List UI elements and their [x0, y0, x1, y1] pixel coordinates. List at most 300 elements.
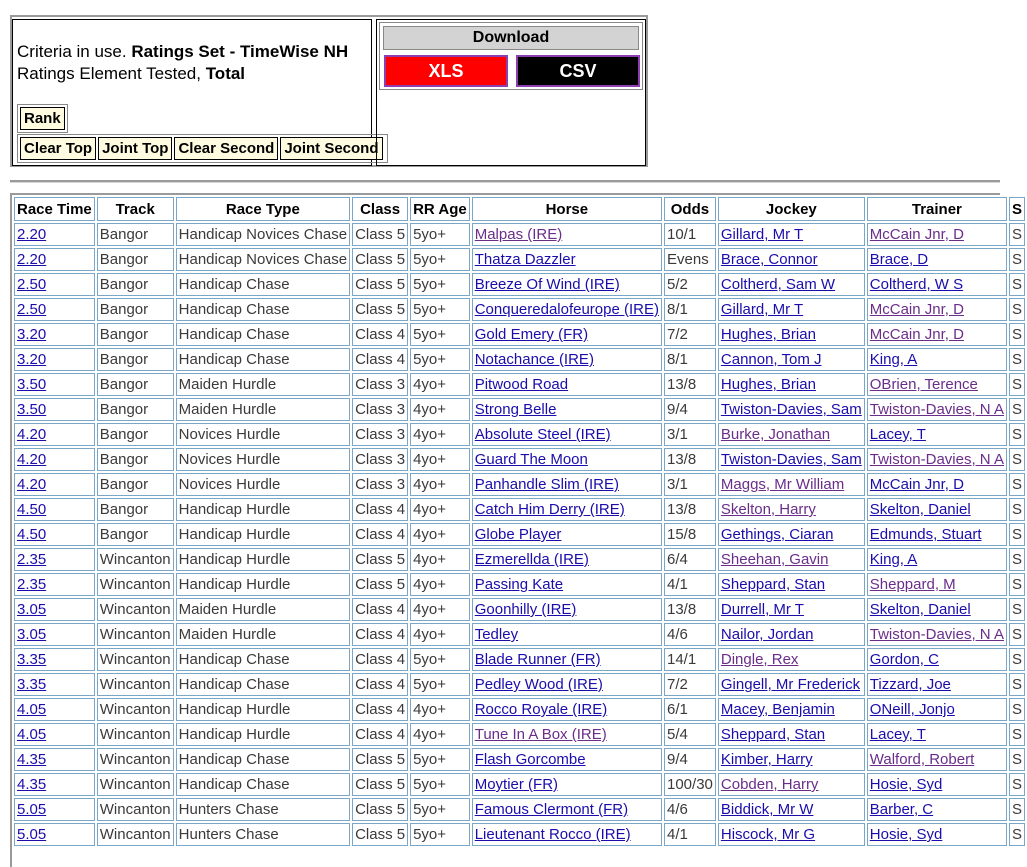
- table-row: [14, 498, 1025, 521]
- class-cell: Class 3: [352, 398, 408, 421]
- age-cell: 5yo+: [410, 823, 470, 846]
- horse-cell: [472, 273, 662, 296]
- horse-cell: [472, 423, 662, 446]
- trainer-cell: [867, 648, 1007, 671]
- race-time-cell: [14, 373, 95, 396]
- race-time-cell: [14, 698, 95, 721]
- race-time-link[interactable]: 3.35: [17, 676, 47, 693]
- track-cell: Bangor: [97, 248, 174, 271]
- class-cell: Class 5: [352, 223, 408, 246]
- download-csv-button[interactable]: CSV: [516, 55, 640, 87]
- trainer-cell: [867, 523, 1007, 546]
- trainer-cell: [867, 673, 1007, 696]
- race-time-link[interactable]: 4.35: [17, 751, 47, 768]
- horse-link[interactable]: Ezmerellda (IRE): [474, 551, 589, 568]
- table-row: [14, 723, 1025, 746]
- jockey-link[interactable]: Maggs, Mr William: [720, 476, 845, 493]
- horse-link[interactable]: Notachance (IRE): [474, 351, 594, 368]
- rank-button[interactable]: Rank: [20, 107, 65, 130]
- jockey-cell: [718, 598, 865, 621]
- horse-cell: [472, 373, 662, 396]
- jockey-cell: [718, 448, 865, 471]
- race-time-cell: [14, 648, 95, 671]
- horse-cell: [472, 448, 662, 471]
- jockey-cell: [718, 748, 865, 771]
- trainer-cell: [867, 698, 1007, 721]
- jockey-link[interactable]: Durrell, Mr T: [720, 601, 804, 618]
- header-track[interactable]: Track: [97, 197, 174, 221]
- header-extra[interactable]: S: [1009, 197, 1025, 221]
- race-time-link[interactable]: 3.20: [17, 351, 47, 368]
- class-cell: Class 5: [352, 773, 408, 796]
- jockey-link[interactable]: Gethings, Ciaran: [720, 526, 834, 543]
- extra-cell: S: [1009, 648, 1025, 671]
- class-cell: Class 3: [352, 448, 408, 471]
- odds-cell: 13/8: [664, 448, 716, 471]
- element-prefix: Ratings Element Tested,: [17, 64, 206, 83]
- race-type-cell: Handicap Chase: [176, 773, 350, 796]
- jockey-link[interactable]: Hughes, Brian: [720, 326, 816, 343]
- class-cell: Class 4: [352, 498, 408, 521]
- age-cell: 5yo+: [410, 648, 470, 671]
- trainer-cell: [867, 448, 1007, 471]
- jockey-link[interactable]: Sheehan, Gavin: [720, 551, 829, 568]
- jockey-link[interactable]: Sheppard, Stan: [720, 726, 826, 743]
- horse-link[interactable]: Thatza Dazzler: [474, 251, 576, 268]
- horse-link[interactable]: Moytier (FR): [474, 776, 559, 793]
- trainer-cell: [867, 548, 1007, 571]
- race-time-link[interactable]: 4.20: [17, 426, 47, 443]
- extra-cell: S: [1009, 548, 1025, 571]
- trainer-link[interactable]: Brace, D: [869, 251, 929, 268]
- class-cell: Class 4: [352, 348, 408, 371]
- odds-cell: 8/1: [664, 348, 716, 371]
- race-time-link[interactable]: 2.35: [17, 551, 47, 568]
- horse-cell: [472, 523, 662, 546]
- horse-link[interactable]: Conqueredalofeurope (IRE): [474, 301, 659, 318]
- horse-link[interactable]: Guard The Moon: [474, 451, 588, 468]
- trainer-cell: [867, 748, 1007, 771]
- trainer-link[interactable]: Edmunds, Stuart: [869, 526, 982, 543]
- extra-cell: S: [1009, 523, 1025, 546]
- horse-cell: [472, 473, 662, 496]
- jockey-link[interactable]: Dingle, Rex: [720, 651, 799, 668]
- table-row: [14, 423, 1025, 446]
- odds-cell: 13/8: [664, 498, 716, 521]
- race-time-link[interactable]: 4.50: [17, 501, 47, 518]
- age-cell: 4yo+: [410, 498, 470, 521]
- trainer-cell: [867, 623, 1007, 646]
- table-row: [14, 673, 1025, 696]
- trainer-cell: [867, 398, 1007, 421]
- track-cell: Bangor: [97, 273, 174, 296]
- table-row: [14, 223, 1025, 246]
- track-cell: Wincanton: [97, 798, 174, 821]
- horse-link[interactable]: Gold Emery (FR): [474, 326, 589, 343]
- jockey-cell: [718, 773, 865, 796]
- horse-cell: [472, 348, 662, 371]
- odds-cell: 100/30: [664, 773, 716, 796]
- table-row: [14, 798, 1025, 821]
- race-time-cell: [14, 823, 95, 846]
- race-time-cell: [14, 498, 95, 521]
- race-time-cell: [14, 773, 95, 796]
- download-panel: [376, 19, 646, 166]
- horse-cell: [472, 823, 662, 846]
- extra-cell: S: [1009, 748, 1025, 771]
- race-time-cell: [14, 423, 95, 446]
- trainer-link[interactable]: Tizzard, Joe: [869, 676, 951, 693]
- trainer-link[interactable]: Twiston-Davies, N A: [869, 626, 1004, 643]
- trainer-cell: [867, 823, 1007, 846]
- horse-link[interactable]: Breeze Of Wind (IRE): [474, 276, 620, 293]
- table-row: [14, 523, 1025, 546]
- results-table-container: [10, 193, 1022, 867]
- trainer-cell: [867, 773, 1007, 796]
- race-time-link[interactable]: 3.05: [17, 626, 47, 643]
- class-cell: Class 5: [352, 823, 408, 846]
- horse-link[interactable]: Passing Kate: [474, 576, 564, 593]
- jockey-link[interactable]: Cannon, Tom J: [720, 351, 822, 368]
- jockey-link[interactable]: Gillard, Mr T: [720, 301, 804, 318]
- race-time-link[interactable]: 2.20: [17, 226, 47, 243]
- odds-cell: 7/2: [664, 323, 716, 346]
- class-cell: Class 4: [352, 673, 408, 696]
- jockey-cell: [718, 273, 865, 296]
- age-cell: 4yo+: [410, 698, 470, 721]
- horse-link[interactable]: Pitwood Road: [474, 376, 569, 393]
- rank-group: [17, 104, 68, 133]
- trainer-cell: [867, 573, 1007, 596]
- race-time-cell: [14, 798, 95, 821]
- jockey-cell: [718, 298, 865, 321]
- jockey-cell: [718, 823, 865, 846]
- horse-cell: [472, 798, 662, 821]
- race-type-cell: Handicap Hurdle: [176, 548, 350, 571]
- age-cell: 5yo+: [410, 298, 470, 321]
- jockey-link[interactable]: Nailor, Jordan: [720, 626, 814, 643]
- race-time-link[interactable]: 4.35: [17, 776, 47, 793]
- jockey-link[interactable]: Twiston-Davies, Sam: [720, 451, 862, 468]
- trainer-link[interactable]: McCain Jnr, D: [869, 476, 964, 493]
- jockey-cell: [718, 573, 865, 596]
- race-time-link[interactable]: 3.50: [17, 401, 47, 418]
- race-time-link[interactable]: 3.35: [17, 651, 47, 668]
- race-time-link[interactable]: 4.20: [17, 476, 47, 493]
- extra-cell: S: [1009, 273, 1025, 296]
- jockey-link[interactable]: Biddick, Mr W: [720, 801, 814, 818]
- horse-cell: [472, 698, 662, 721]
- horse-link[interactable]: Strong Belle: [474, 401, 557, 418]
- class-cell: Class 4: [352, 698, 408, 721]
- horse-link[interactable]: Lieutenant Rocco (IRE): [474, 826, 631, 843]
- horse-cell: [472, 773, 662, 796]
- table-row: [14, 448, 1025, 471]
- extra-cell: S: [1009, 498, 1025, 521]
- odds-cell: 13/8: [664, 373, 716, 396]
- track-cell: Bangor: [97, 498, 174, 521]
- table-header-row: [14, 197, 1025, 221]
- horse-link[interactable]: Absolute Steel (IRE): [474, 426, 611, 443]
- class-cell: Class 5: [352, 298, 408, 321]
- jockey-cell: [718, 673, 865, 696]
- race-time-link[interactable]: 4.05: [17, 701, 47, 718]
- jockey-cell: [718, 623, 865, 646]
- race-time-link[interactable]: 2.50: [17, 276, 47, 293]
- horse-cell: [472, 398, 662, 421]
- criteria-line-element: [17, 64, 245, 84]
- jockey-cell: [718, 423, 865, 446]
- race-time-link[interactable]: 5.05: [17, 826, 47, 843]
- extra-cell: S: [1009, 598, 1025, 621]
- race-time-cell: [14, 748, 95, 771]
- race-time-cell: [14, 673, 95, 696]
- horse-cell: [472, 298, 662, 321]
- trainer-link[interactable]: Skelton, Daniel: [869, 601, 971, 618]
- race-type-cell: Handicap Chase: [176, 648, 350, 671]
- jockey-link[interactable]: Gillard, Mr T: [720, 226, 804, 243]
- trainer-cell: [867, 223, 1007, 246]
- class-cell: Class 4: [352, 523, 408, 546]
- horse-cell: [472, 548, 662, 571]
- class-cell: Class 4: [352, 598, 408, 621]
- table-body: [14, 223, 1025, 846]
- trainer-link[interactable]: Twiston-Davies, N A: [869, 451, 1004, 468]
- header-odds[interactable]: Odds: [664, 197, 716, 221]
- age-cell: 5yo+: [410, 323, 470, 346]
- race-time-cell: [14, 248, 95, 271]
- class-cell: Class 5: [352, 548, 408, 571]
- jockey-cell: [718, 548, 865, 571]
- horse-link[interactable]: Tedley: [474, 626, 519, 643]
- class-cell: Class 5: [352, 748, 408, 771]
- race-time-cell: [14, 598, 95, 621]
- trainer-cell: [867, 273, 1007, 296]
- horse-link[interactable]: Tune In A Box (IRE): [474, 726, 607, 743]
- odds-cell: 3/1: [664, 423, 716, 446]
- trainer-link[interactable]: Sheppard, M: [869, 576, 956, 593]
- race-type-cell: Maiden Hurdle: [176, 623, 350, 646]
- table-row: [14, 698, 1025, 721]
- extra-cell: S: [1009, 423, 1025, 446]
- horse-link[interactable]: Malpas (IRE): [474, 226, 563, 243]
- race-time-cell: [14, 298, 95, 321]
- race-type-cell: Handicap Hurdle: [176, 523, 350, 546]
- jockey-link[interactable]: Coltherd, Sam W: [720, 276, 836, 293]
- header-trainer[interactable]: Trainer: [867, 197, 1007, 221]
- race-time-link[interactable]: 3.50: [17, 376, 47, 393]
- horse-link[interactable]: Globe Player: [474, 526, 562, 543]
- extra-cell: S: [1009, 223, 1025, 246]
- odds-cell: 9/4: [664, 748, 716, 771]
- horse-link[interactable]: Blade Runner (FR): [474, 651, 601, 668]
- race-type-cell: Handicap Hurdle: [176, 723, 350, 746]
- age-cell: 4yo+: [410, 473, 470, 496]
- trainer-link[interactable]: Gordon, C: [869, 651, 939, 668]
- odds-cell: 6/1: [664, 698, 716, 721]
- trainer-cell: [867, 298, 1007, 321]
- odds-cell: 5/2: [664, 273, 716, 296]
- ratings-set-value: Ratings Set - TimeWise NH: [131, 42, 349, 61]
- jockey-link[interactable]: Hiscock, Mr G: [720, 826, 816, 843]
- jockey-link[interactable]: Burke, Jonathan: [720, 426, 831, 443]
- jockey-link[interactable]: Brace, Connor: [720, 251, 818, 268]
- trainer-link[interactable]: Twiston-Davies, N A: [869, 401, 1004, 418]
- trainer-link[interactable]: Hosie, Syd: [869, 776, 943, 793]
- race-time-cell: [14, 398, 95, 421]
- download-xls-button[interactable]: XLS: [384, 55, 508, 87]
- extra-cell: S: [1009, 298, 1025, 321]
- table-row: [14, 748, 1025, 771]
- jockey-cell: [718, 523, 865, 546]
- race-time-link[interactable]: 2.20: [17, 251, 47, 268]
- age-cell: 4yo+: [410, 723, 470, 746]
- trainer-link[interactable]: ONeill, Jonjo: [869, 701, 955, 718]
- table-row: [14, 398, 1025, 421]
- clear-top-button[interactable]: Clear Top: [20, 137, 96, 160]
- table-row: [14, 473, 1025, 496]
- odds-cell: 3/1: [664, 473, 716, 496]
- jockey-link[interactable]: Twiston-Davies, Sam: [720, 401, 862, 418]
- trainer-link[interactable]: King, A: [869, 351, 918, 368]
- odds-cell: 5/4: [664, 723, 716, 746]
- track-cell: Bangor: [97, 523, 174, 546]
- table-row: [14, 598, 1025, 621]
- race-type-cell: Handicap Novices Chase: [176, 248, 350, 271]
- odds-cell: 15/8: [664, 523, 716, 546]
- race-time-link[interactable]: 2.50: [17, 301, 47, 318]
- track-cell: Wincanton: [97, 648, 174, 671]
- race-time-link[interactable]: 2.35: [17, 576, 47, 593]
- track-cell: Wincanton: [97, 698, 174, 721]
- track-cell: Wincanton: [97, 548, 174, 571]
- race-time-link[interactable]: 3.05: [17, 601, 47, 618]
- race-time-cell: [14, 573, 95, 596]
- extra-cell: S: [1009, 473, 1025, 496]
- jockey-cell: [718, 223, 865, 246]
- race-type-cell: Handicap Chase: [176, 673, 350, 696]
- extra-cell: S: [1009, 798, 1025, 821]
- class-cell: Class 4: [352, 323, 408, 346]
- header-race-type[interactable]: Race Type: [176, 197, 350, 221]
- age-cell: 5yo+: [410, 673, 470, 696]
- horizontal-divider: [10, 180, 1000, 183]
- race-type-cell: Maiden Hurdle: [176, 598, 350, 621]
- jockey-link[interactable]: Gingell, Mr Frederick: [720, 676, 861, 693]
- trainer-link[interactable]: McCain Jnr, D: [869, 226, 964, 243]
- trainer-link[interactable]: Walford, Robert: [869, 751, 975, 768]
- trainer-link[interactable]: Coltherd, W S: [869, 276, 964, 293]
- race-time-cell: [14, 273, 95, 296]
- race-time-link[interactable]: 4.05: [17, 726, 47, 743]
- horse-link[interactable]: Pedley Wood (IRE): [474, 676, 603, 693]
- age-cell: 5yo+: [410, 748, 470, 771]
- trainer-link[interactable]: McCain Jnr, D: [869, 326, 964, 343]
- horse-link[interactable]: Rocco Royale (IRE): [474, 701, 608, 718]
- class-cell: Class 5: [352, 573, 408, 596]
- horse-link[interactable]: Goonhilly (IRE): [474, 601, 577, 618]
- race-type-cell: Handicap Hurdle: [176, 698, 350, 721]
- jockey-link[interactable]: Macey, Benjamin: [720, 701, 835, 718]
- race-time-link[interactable]: 4.50: [17, 526, 47, 543]
- header-rr-age[interactable]: RR Age: [410, 197, 470, 221]
- trainer-link[interactable]: King, A: [869, 551, 918, 568]
- class-cell: Class 5: [352, 248, 408, 271]
- age-cell: 5yo+: [410, 223, 470, 246]
- race-time-cell: [14, 548, 95, 571]
- horse-cell: [472, 673, 662, 696]
- criteria-line-ratings-set: [17, 42, 348, 62]
- age-cell: 4yo+: [410, 398, 470, 421]
- horse-link[interactable]: Flash Gorcombe: [474, 751, 586, 768]
- race-time-link[interactable]: 3.20: [17, 326, 47, 343]
- age-cell: 4yo+: [410, 573, 470, 596]
- joint-second-button[interactable]: Joint Second: [280, 137, 382, 160]
- horse-link[interactable]: Panhandle Slim (IRE): [474, 476, 619, 493]
- header-horse[interactable]: Horse: [472, 197, 662, 221]
- track-cell: Wincanton: [97, 748, 174, 771]
- class-cell: Class 5: [352, 273, 408, 296]
- track-cell: Wincanton: [97, 823, 174, 846]
- jockey-link[interactable]: Cobden, Harry: [720, 776, 819, 793]
- trainer-cell: [867, 598, 1007, 621]
- jockey-link[interactable]: Hughes, Brian: [720, 376, 816, 393]
- jockey-link[interactable]: Skelton, Harry: [720, 501, 816, 518]
- horse-link[interactable]: Famous Clermont (FR): [474, 801, 629, 818]
- odds-cell: 6/4: [664, 548, 716, 571]
- trainer-cell: [867, 498, 1007, 521]
- trainer-link[interactable]: McCain Jnr, D: [869, 301, 964, 318]
- extra-cell: S: [1009, 723, 1025, 746]
- race-type-cell: Maiden Hurdle: [176, 398, 350, 421]
- age-cell: 4yo+: [410, 523, 470, 546]
- jockey-cell: [718, 698, 865, 721]
- table-row: [14, 773, 1025, 796]
- jockey-cell: [718, 473, 865, 496]
- joint-top-button[interactable]: Joint Top: [98, 137, 172, 160]
- jockey-link[interactable]: Sheppard, Stan: [720, 576, 826, 593]
- trainer-link[interactable]: Skelton, Daniel: [869, 501, 971, 518]
- race-type-cell: Maiden Hurdle: [176, 373, 350, 396]
- jockey-link[interactable]: Kimber, Harry: [720, 751, 813, 768]
- trainer-cell: [867, 348, 1007, 371]
- trainer-link[interactable]: Hosie, Syd: [869, 826, 943, 843]
- race-type-cell: Hunters Chase: [176, 798, 350, 821]
- race-type-cell: Hunters Chase: [176, 823, 350, 846]
- race-time-link[interactable]: 4.20: [17, 451, 47, 468]
- table-row: [14, 623, 1025, 646]
- clear-second-button[interactable]: Clear Second: [174, 137, 278, 160]
- trainer-link[interactable]: Barber, C: [869, 801, 934, 818]
- race-time-link[interactable]: 5.05: [17, 801, 47, 818]
- horse-cell: [472, 573, 662, 596]
- header-race-time[interactable]: Race Time: [14, 197, 95, 221]
- trainer-cell: [867, 473, 1007, 496]
- trainer-link[interactable]: OBrien, Terence: [869, 376, 978, 393]
- trainer-link[interactable]: Lacey, T: [869, 726, 926, 743]
- horse-link[interactable]: Catch Him Derry (IRE): [474, 501, 625, 518]
- race-type-cell: Novices Hurdle: [176, 448, 350, 471]
- track-cell: Bangor: [97, 448, 174, 471]
- race-time-cell: [14, 348, 95, 371]
- header-jockey[interactable]: Jockey: [718, 197, 865, 221]
- trainer-link[interactable]: Lacey, T: [869, 426, 926, 443]
- extra-cell: S: [1009, 673, 1025, 696]
- jockey-cell: [718, 648, 865, 671]
- race-type-cell: Handicap Chase: [176, 748, 350, 771]
- header-class[interactable]: Class: [352, 197, 408, 221]
- extra-cell: S: [1009, 398, 1025, 421]
